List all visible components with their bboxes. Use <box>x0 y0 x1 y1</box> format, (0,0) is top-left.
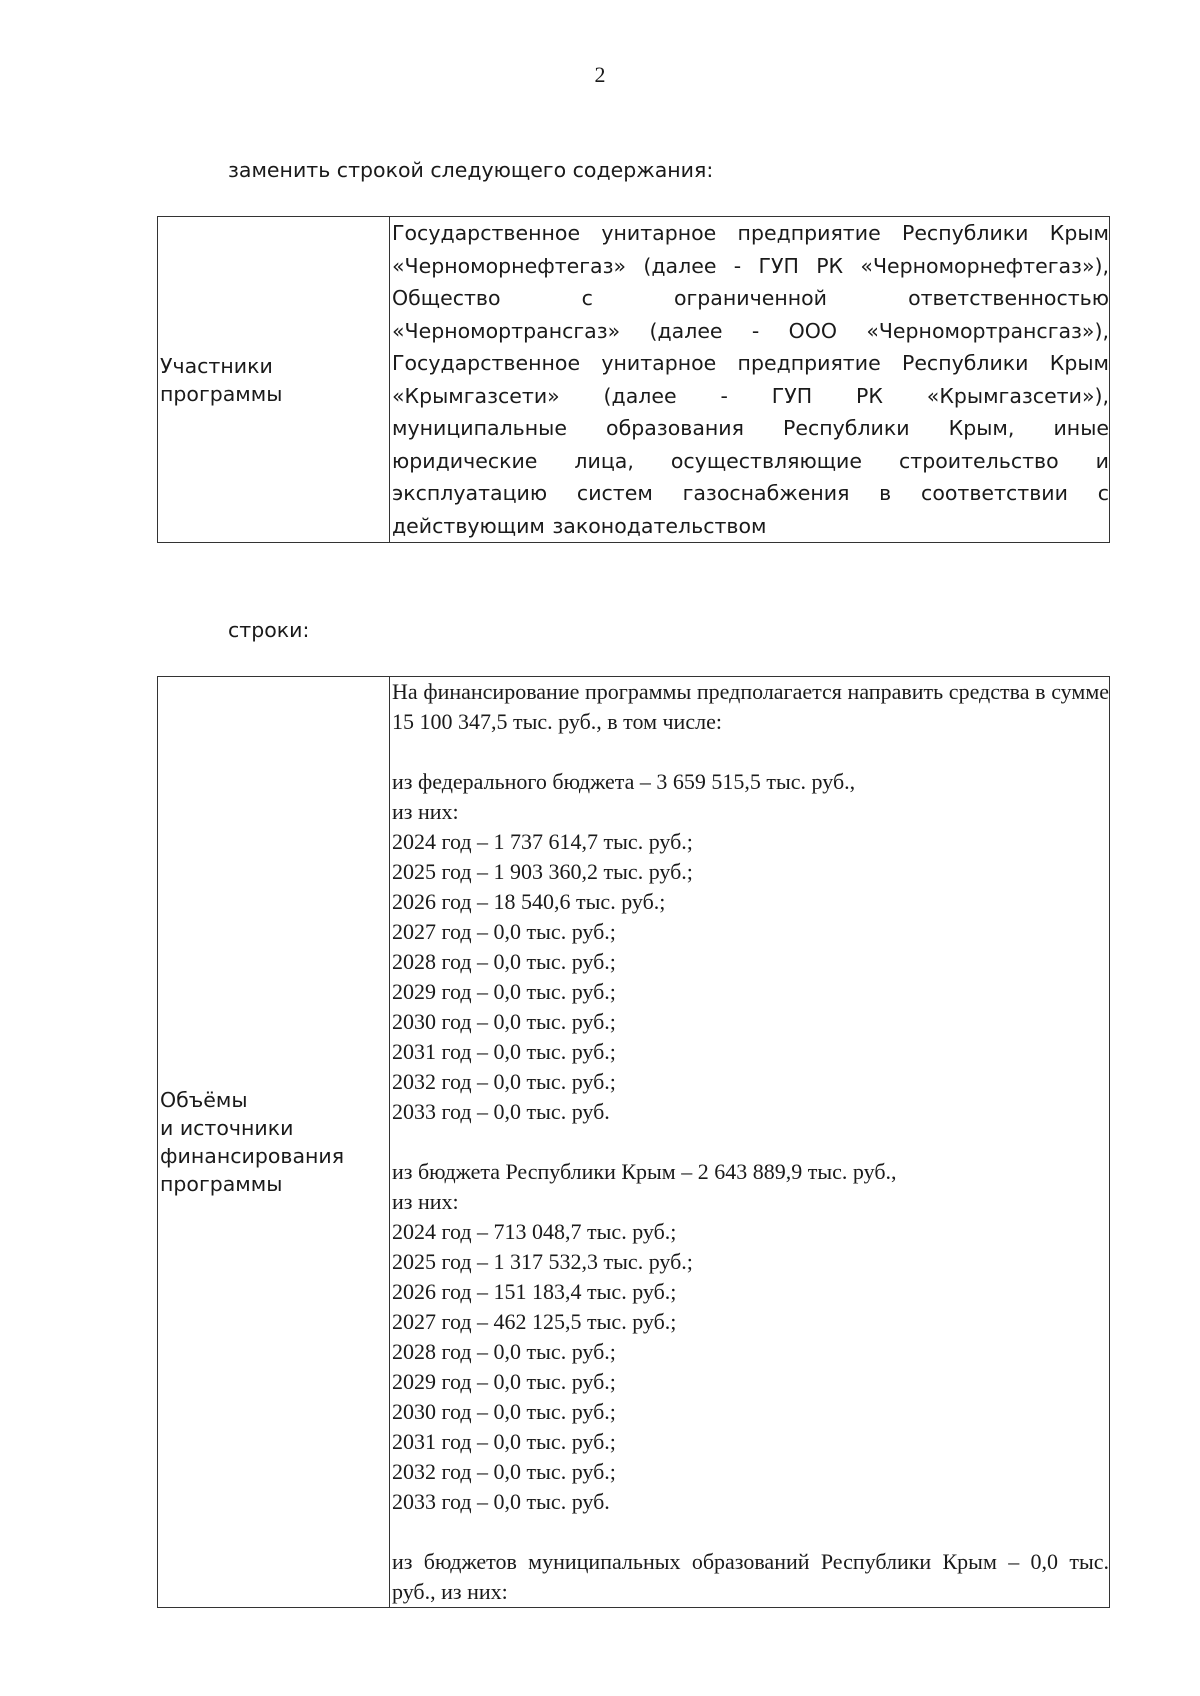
year-line: 2027 год – 0,0 тыс. руб.; <box>392 919 616 944</box>
financing-table <box>157 676 1110 1608</box>
financing-label-cell <box>158 677 390 1608</box>
participants-label-cell <box>158 217 390 543</box>
year-line: 2033 год – 0,0 тыс. руб. <box>392 1099 610 1124</box>
year-line: 2025 год – 1 903 360,2 тыс. руб.; <box>392 859 693 884</box>
year-line: 2032 год – 0,0 тыс. руб.; <box>392 1069 616 1094</box>
year-line: 2030 год – 0,0 тыс. руб.; <box>392 1009 616 1034</box>
participants-text: Государственное унитарное предприятие Республики Крым «Черноморнефтегаз» (далее - ГУП РК «Черноморнефтегаз»), Общество с ограниченной ответственностью «Черномортрансгаз» (далее - ООО «Черномортрансгаз»), Государственное унитарное предприятие Республики Крым «Крымгазсети» (далее - ГУП РК «Крымгазсети»), муниципальные образования Республики Крым, иные юридические лица, осуществляющие строительство и эксплуатацию систем газоснабжения в соответствии с действующим законодательством <box>392 221 1109 538</box>
federal-header: из федерального бюджета – 3 659 515,5 тыс. руб., <box>392 769 856 794</box>
year-line: 2029 год – 0,0 тыс. руб.; <box>392 1369 616 1394</box>
table-row <box>158 217 1110 543</box>
year-line: 2025 год – 1 317 532,3 тыс. руб.; <box>392 1249 693 1274</box>
intro-lines-text: строки: <box>228 618 310 642</box>
intro-replace-text: заменить строкой следующего содержания: <box>228 158 714 182</box>
table-row <box>158 677 1110 1608</box>
year-line: 2033 год – 0,0 тыс. руб. <box>392 1489 610 1514</box>
financing-intro: На финансирование программы предполагается направить средства в сумме 15 100 347,5 тыс. руб., в том числе: <box>392 679 1109 734</box>
republic-years-list <box>392 1217 1109 1517</box>
year-line: 2027 год – 462 125,5 тыс. руб.; <box>392 1309 677 1334</box>
financing-label: Объёмы и источники финансирования программы <box>160 1088 345 1196</box>
participants-content-cell <box>390 217 1110 543</box>
year-line: 2026 год – 18 540,6 тыс. руб.; <box>392 889 666 914</box>
participants-table <box>157 216 1110 543</box>
republic-header: из бюджета Республики Крым – 2 643 889,9 тыс. руб., <box>392 1159 897 1184</box>
year-line: 2031 год – 0,0 тыс. руб.; <box>392 1039 616 1064</box>
federal-sub: из них: <box>392 799 459 824</box>
participants-label: Участники программы <box>160 353 283 406</box>
page-number: 2 <box>594 62 606 87</box>
municipal-text: из бюджетов муниципальных образований Республики Крым – 0,0 тыс. руб., из них: <box>392 1549 1109 1604</box>
financing-content-cell <box>390 677 1110 1608</box>
year-line: 2031 год – 0,0 тыс. руб.; <box>392 1429 616 1454</box>
year-line: 2030 год – 0,0 тыс. руб.; <box>392 1399 616 1424</box>
year-line: 2026 год – 151 183,4 тыс. руб.; <box>392 1279 677 1304</box>
year-line: 2029 год – 0,0 тыс. руб.; <box>392 979 616 1004</box>
year-line: 2024 год – 713 048,7 тыс. руб.; <box>392 1219 677 1244</box>
federal-years-list <box>392 827 1109 1127</box>
year-line: 2024 год – 1 737 614,7 тыс. руб.; <box>392 829 693 854</box>
year-line: 2032 год – 0,0 тыс. руб.; <box>392 1459 616 1484</box>
republic-sub: из них: <box>392 1189 459 1214</box>
year-line: 2028 год – 0,0 тыс. руб.; <box>392 949 616 974</box>
year-line: 2028 год – 0,0 тыс. руб.; <box>392 1339 616 1364</box>
